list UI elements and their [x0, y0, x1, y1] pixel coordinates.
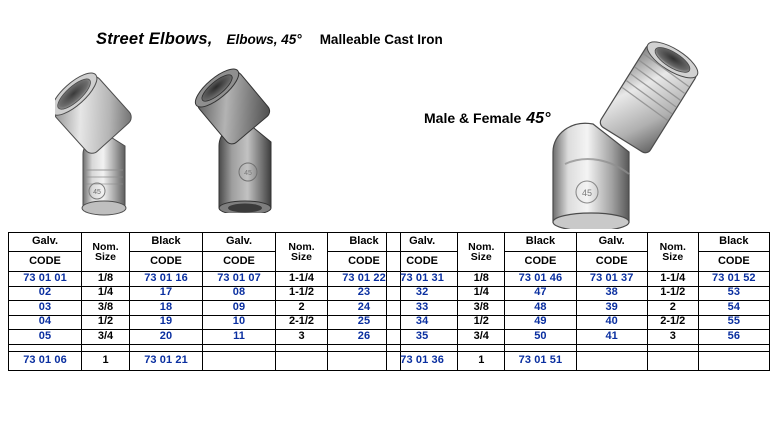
- table-row: [387, 301, 770, 316]
- male-female-elbow-table: [386, 232, 770, 371]
- header-galv-1: Galv.: [387, 233, 458, 252]
- street-elbow-table: [8, 232, 401, 371]
- cell-galv-code: 10: [203, 315, 276, 330]
- cell-galv-code: 41: [576, 330, 647, 345]
- header-code-3: CODE: [576, 252, 647, 272]
- cell-black-code: 73 01 16: [130, 272, 203, 287]
- cell-galv-code: 73 01 07: [203, 272, 276, 287]
- header-code-1: CODE: [387, 252, 458, 272]
- table-row: [9, 252, 401, 272]
- cell-black-code: 53: [698, 286, 769, 301]
- cell-black-code: 73 01 22: [328, 272, 401, 287]
- cell-nom-size: 1/8: [82, 272, 130, 287]
- header-code-4: CODE: [698, 252, 769, 272]
- cell-black-code: 56: [698, 330, 769, 345]
- svg-text:45: 45: [93, 189, 101, 196]
- header-code-2: CODE: [130, 252, 203, 272]
- header-nom-size-2: [647, 233, 698, 272]
- male-female-label: Male & Female: [424, 110, 522, 126]
- male-female-degree: 45°: [526, 110, 551, 127]
- cell-galv-code: 35: [387, 330, 458, 345]
- cell-black-code: 25: [328, 315, 401, 330]
- cell-black-code: 54: [698, 301, 769, 316]
- table-row: [9, 330, 401, 345]
- cell-black-code: 17: [130, 286, 203, 301]
- material-label: Malleable Cast Iron: [319, 32, 443, 47]
- cell-empty: [576, 351, 647, 370]
- cell-black-code: 47: [505, 286, 576, 301]
- header-nom-line1: Nom.: [92, 240, 119, 253]
- cell-nom-size: 2: [647, 301, 698, 316]
- cell-black-code: 49: [505, 315, 576, 330]
- cell-nom-size: 1: [458, 351, 505, 370]
- cell-nom-size: 2-1/2: [276, 315, 328, 330]
- cell-empty: [647, 351, 698, 370]
- cell-galv-code: 38: [576, 286, 647, 301]
- header-galv-1: Galv.: [9, 233, 82, 252]
- header-nom-line2: Size: [662, 251, 684, 263]
- cell-nom-size: 3/4: [82, 330, 130, 345]
- svg-text:45: 45: [244, 170, 252, 177]
- cell-black-code: 48: [505, 301, 576, 316]
- cell-galv-code: 32: [387, 286, 458, 301]
- table-row: [9, 351, 401, 370]
- elbow-45-photo: [185, 68, 315, 218]
- svg-text:45: 45: [581, 188, 593, 198]
- title-main: Street Elbows,: [96, 30, 213, 48]
- male-female-elbow-photo: [525, 34, 715, 234]
- table-row: [387, 272, 770, 287]
- title-sub: Elbows, 45°: [226, 32, 302, 47]
- header-nom-line2: Size: [94, 251, 116, 263]
- header-black-2: Black: [328, 233, 401, 252]
- table-spacer-row: [387, 344, 770, 351]
- cell-galv-code: 73 01 01: [9, 272, 82, 287]
- cell-nom-size: 3: [647, 330, 698, 345]
- cell-black-code: 73 01 21: [130, 351, 203, 370]
- cell-nom-size: 2: [276, 301, 328, 316]
- header-code-1: CODE: [9, 252, 82, 272]
- cell-black-code: 73 01 46: [505, 272, 576, 287]
- cell-galv-code: 34: [387, 315, 458, 330]
- header-code-2: CODE: [505, 252, 576, 272]
- table-spacer-row: [9, 344, 401, 351]
- header-galv-2: Galv.: [203, 233, 276, 252]
- cell-nom-size: 2-1/2: [647, 315, 698, 330]
- header-nom-line2: Size: [470, 251, 492, 263]
- cell-empty: [276, 351, 328, 370]
- header-code-4: CODE: [328, 252, 401, 272]
- cell-galv-code: 08: [203, 286, 276, 301]
- cell-nom-size: 1/2: [82, 315, 130, 330]
- cell-black-code: 18: [130, 301, 203, 316]
- cell-empty: [203, 351, 276, 370]
- header-nom-line1: Nom.: [659, 240, 686, 253]
- cell-galv-code: 40: [576, 315, 647, 330]
- cell-black-code: 24: [328, 301, 401, 316]
- cell-black-code: 23: [328, 286, 401, 301]
- cell-galv-code: 02: [9, 286, 82, 301]
- cell-black-code: 73 01 51: [505, 351, 576, 370]
- cell-galv-code: 73 01 31: [387, 272, 458, 287]
- header-nom-line1: Nom.: [288, 240, 315, 253]
- table-row: [9, 272, 401, 287]
- table-row: [9, 233, 401, 252]
- cell-black-code: 19: [130, 315, 203, 330]
- table-row: [9, 301, 401, 316]
- cell-galv-code: 05: [9, 330, 82, 345]
- cell-black-code: 50: [505, 330, 576, 345]
- table-row: [387, 315, 770, 330]
- cell-black-code: 73 01 52: [698, 272, 769, 287]
- cell-nom-size: 1-1/2: [276, 286, 328, 301]
- cell-nom-size: 1: [82, 351, 130, 370]
- cell-nom-size: 1/8: [458, 272, 505, 287]
- cell-nom-size: 3/8: [82, 301, 130, 316]
- cell-galv-code: 73 01 06: [9, 351, 82, 370]
- cell-nom-size: 3: [276, 330, 328, 345]
- street-elbow-photo: [55, 58, 175, 223]
- table-row: [387, 330, 770, 345]
- cell-galv-code: 11: [203, 330, 276, 345]
- page-title: [96, 30, 443, 49]
- header-code-3: CODE: [203, 252, 276, 272]
- cell-galv-code: 39: [576, 301, 647, 316]
- cell-nom-size: 1-1/4: [276, 272, 328, 287]
- cell-galv-code: 09: [203, 301, 276, 316]
- header-nom-line1: Nom.: [468, 240, 495, 253]
- cell-nom-size: 1/4: [82, 286, 130, 301]
- header-nom-line2: Size: [290, 251, 312, 263]
- cell-galv-code: 73 01 37: [576, 272, 647, 287]
- cell-nom-size: 1-1/4: [647, 272, 698, 287]
- table-row: [387, 351, 770, 370]
- header-nom-size-1: [458, 233, 505, 272]
- cell-nom-size: 1/2: [458, 315, 505, 330]
- cell-galv-code: 33: [387, 301, 458, 316]
- cell-galv-code: 73 01 36: [387, 351, 458, 370]
- header-black-1: Black: [505, 233, 576, 252]
- cell-galv-code: 04: [9, 315, 82, 330]
- cell-nom-size: 3/4: [458, 330, 505, 345]
- table-row: [9, 315, 401, 330]
- table-row: [387, 252, 770, 272]
- cell-black-code: 26: [328, 330, 401, 345]
- cell-nom-size: 3/8: [458, 301, 505, 316]
- cell-black-code: 20: [130, 330, 203, 345]
- cell-empty: [698, 351, 769, 370]
- table-row: [387, 233, 770, 252]
- header-nom-size-2: [276, 233, 328, 272]
- cell-nom-size: 1-1/2: [647, 286, 698, 301]
- header-nom-size-1: [82, 233, 130, 272]
- table-row: [387, 286, 770, 301]
- header-black-2: Black: [698, 233, 769, 252]
- cell-black-code: 55: [698, 315, 769, 330]
- header-galv-2: Galv.: [576, 233, 647, 252]
- cell-nom-size: 1/4: [458, 286, 505, 301]
- header-black-1: Black: [130, 233, 203, 252]
- table-row: [9, 286, 401, 301]
- cell-galv-code: 03: [9, 301, 82, 316]
